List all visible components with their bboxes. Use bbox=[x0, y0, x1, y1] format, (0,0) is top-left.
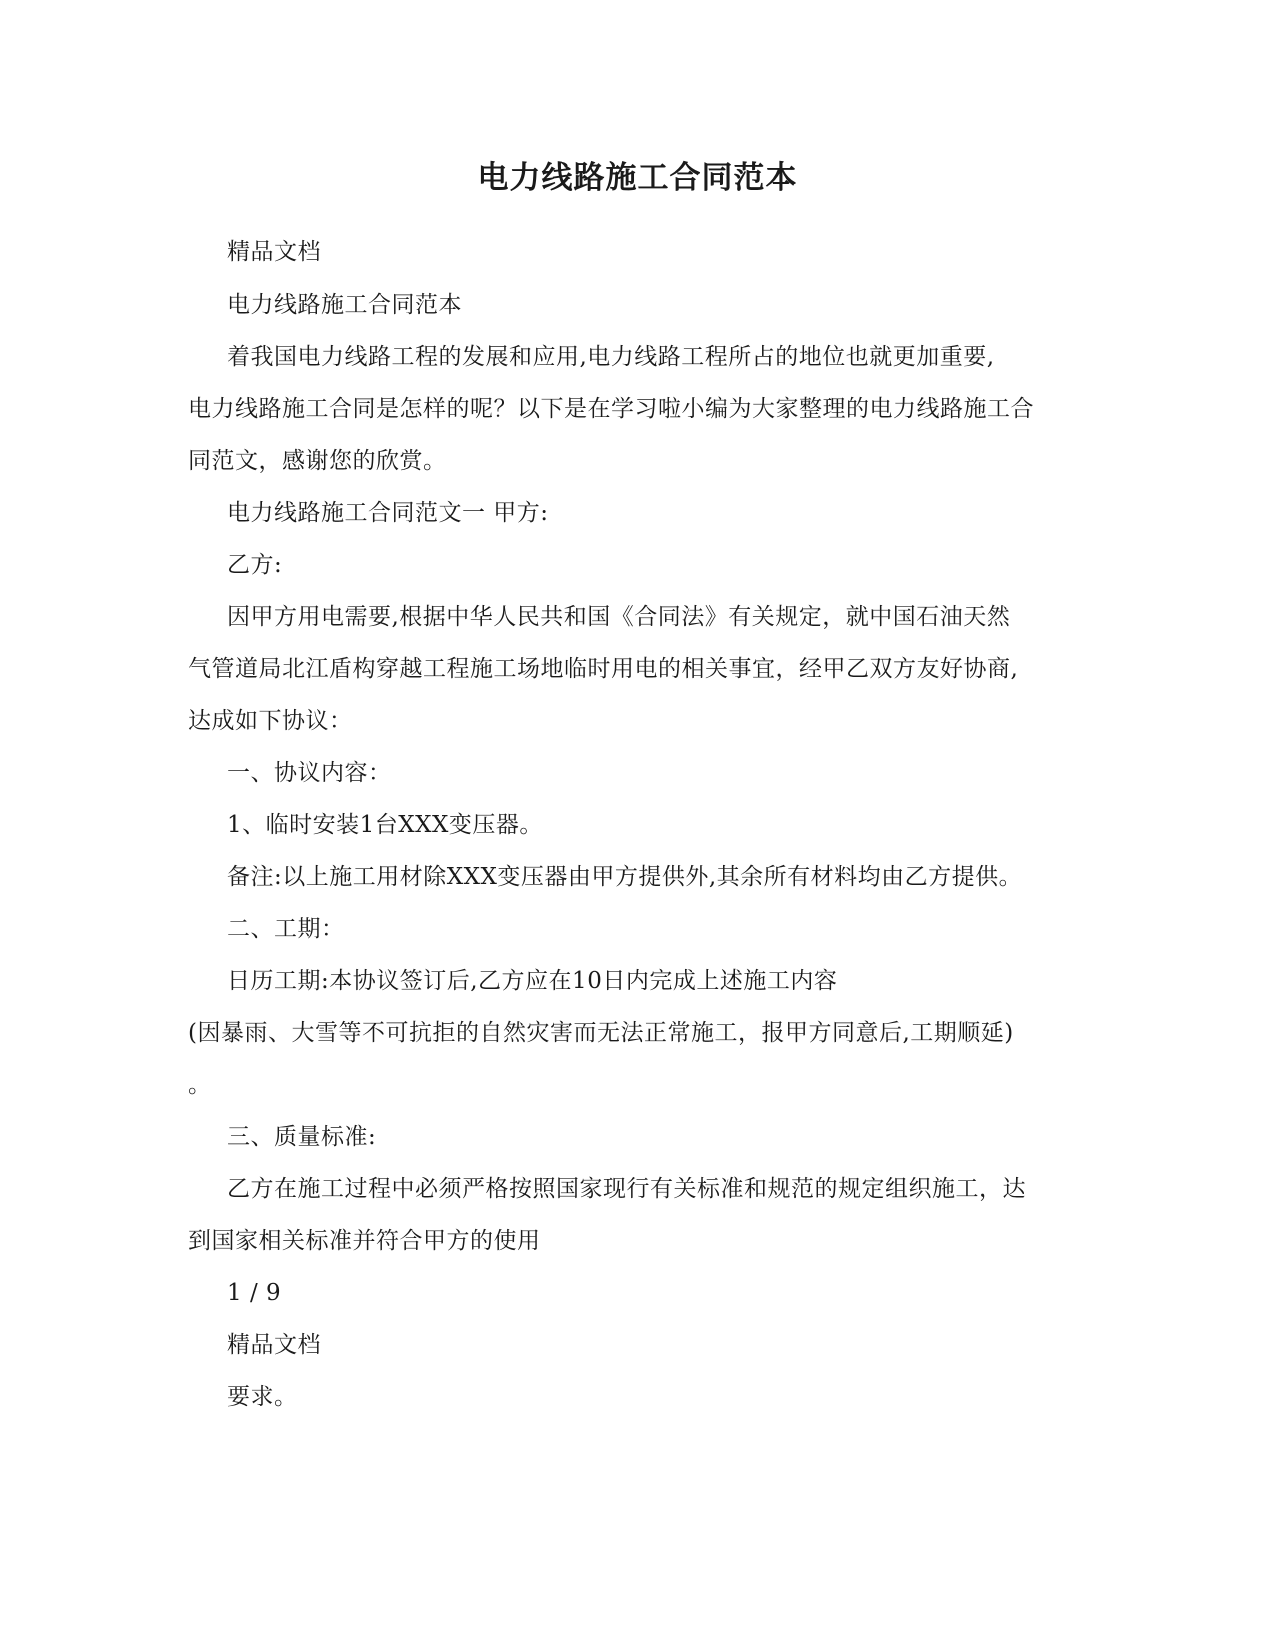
paragraph-line: 。 bbox=[188, 1072, 212, 1098]
paragraph-line: 1、临时安装1台XXX变压器。 bbox=[227, 812, 543, 838]
section-heading: 一、协议内容： bbox=[227, 760, 392, 786]
subtitle: 电力线路施工合同范本 bbox=[227, 292, 462, 318]
paragraph-line: 日历工期:本协议签订后,乙方应在10日内完成上述施工内容 bbox=[227, 968, 838, 994]
paragraph-line: 气管道局北江盾构穿越工程施工场地临时用电的相关事宜，经甲乙双方友好协商, bbox=[188, 656, 1019, 682]
paragraph-line: 同范文，感谢您的欣赏。 bbox=[188, 448, 447, 474]
paragraph-line: 备注:以上施工用材除XXX变压器由甲方提供外,其余所有材料均由乙方提供。 bbox=[227, 864, 1023, 890]
header-label: 精品文档 bbox=[227, 239, 321, 265]
paragraph-line: (因暴雨、大雪等不可抗拒的自然灾害而无法正常施工，报甲方同意后,工期顺延) bbox=[188, 1020, 1014, 1046]
section-heading: 三、质量标准: bbox=[227, 1124, 377, 1150]
section-heading: 二、工期： bbox=[227, 916, 345, 942]
paragraph-line: 着我国电力线路工程的发展和应用,电力线路工程所占的地位也就更加重要, bbox=[227, 344, 995, 370]
paragraph-line: 要求。 bbox=[227, 1384, 298, 1410]
paragraph-line: 乙方: bbox=[227, 552, 283, 578]
paragraph-line: 乙方在施工过程中必须严格按照国家现行有关标准和规范的规定组织施工，达 bbox=[227, 1176, 1026, 1202]
header-label: 精品文档 bbox=[227, 1332, 321, 1358]
paragraph-line: 电力线路施工合同是怎样的呢？以下是在学习啦小编为大家整理的电力线路施工合 bbox=[188, 396, 1034, 422]
paragraph-line: 电力线路施工合同范文一 甲方: bbox=[227, 500, 549, 526]
page-number: 1 / 9 bbox=[227, 1280, 282, 1306]
paragraph-line: 因甲方用电需要,根据中华人民共和国《合同法》有关规定，就中国石油天然 bbox=[227, 604, 1011, 630]
paragraph-line: 达成如下协议： bbox=[188, 708, 353, 734]
document-title: 电力线路施工合同范本 bbox=[477, 160, 798, 196]
paragraph-line: 到国家相关标准并符合甲方的使用 bbox=[188, 1228, 541, 1254]
